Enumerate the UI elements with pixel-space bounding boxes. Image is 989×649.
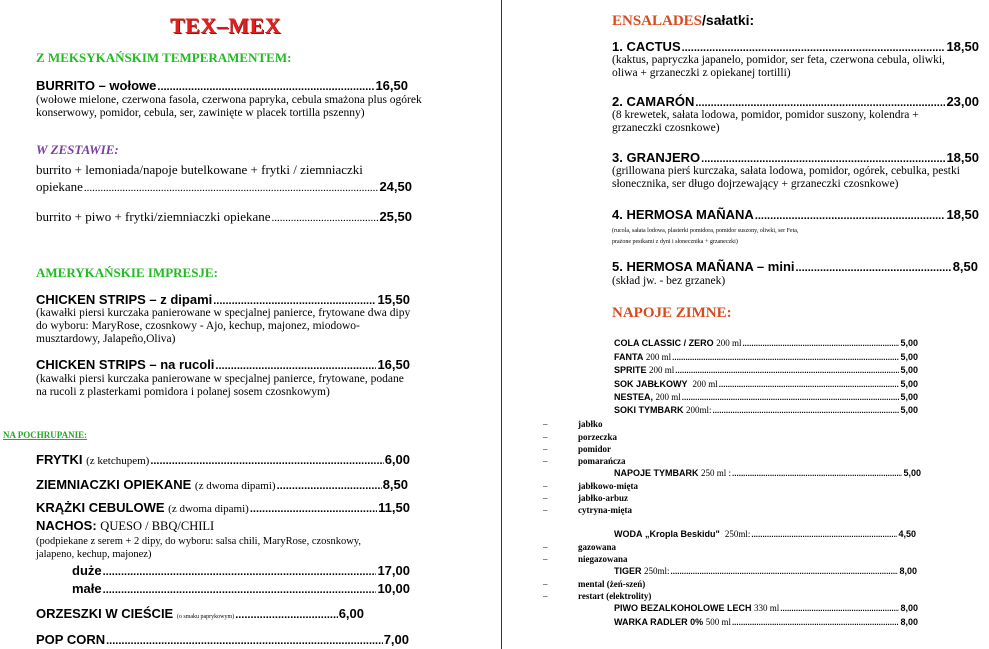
item-price: 18,50 [946,207,979,222]
item-desc-line1: (rucola, sałata lodowa, plasterki pomidora, pomidor suszony, oliwki, ser Feta, [612,228,799,234]
set2-line: burrito + piwo + frytki/ziemniaczki opiekane ..... 25,50 [36,209,412,225]
drinks-heading: NAPOJE ZIMNE: [612,305,732,321]
list-dash: – [543,493,548,503]
salad-hermosa-mini [612,259,978,274]
list-dash: – [543,579,548,589]
list-item: gazowana [578,542,616,552]
item-desc: (wołowe mielone, czerwona fasola, czerwona papryka, cebula smażona plus ogórek konserwowy, pomidor, cebula, ser, zawinięte w placek tortilla pszenny) [36,94,422,119]
list-dash: – [543,591,548,601]
item-price: 11,50 [378,500,410,515]
item-name: POP CORN [36,632,106,647]
nachos-small: małe ..... 10,00 [72,581,410,596]
drink-sok-jablkowy: SOK JABŁKOWY 200 ml ..... 5,00 [614,379,918,389]
item-name: KRĄŻKI CEBULOWE [36,500,165,515]
item-price: 15,50 [377,292,410,307]
item-desc: (kawałki piersi kurczaka panierowane w specjalnej panierce, frytowane dwa dipy do wyboru: MaryRose, czosnkowy - Ajo, kechup, majonez, miodowo-musztardowy, Jalapeño,Oliva) [36,307,411,345]
item-desc: (podpiekane z serem + 2 dipy, do wyboru: salsa chili, MaryRose, czosnkowy, jalapeno, kechup, majonez) [36,536,362,560]
item-price: 7,00 [383,632,409,647]
menu-item-nachos [36,518,214,534]
drink-cola: COLA CLASSIC / ZERO 200 ml ..... 5,00 [614,338,918,348]
menu-item-burrito [36,78,408,93]
drink-tiger: TIGER 250ml: ..... 8,00 [614,566,917,576]
item-name: CHICKEN STRIPS – na rucoli [36,357,215,372]
list-item: cytryna-mięta [578,505,632,515]
page-title: TEX–MEX [170,13,282,38]
item-price: 6,00 [384,452,410,467]
item-price: 17,00 [377,563,410,578]
item-price: 16,50 [375,78,408,93]
item-price: 18,50 [946,150,979,165]
menu-item-frytki: FRYTKI (z ketchupem) ..... 6,00 [36,452,410,467]
list-dash: – [543,554,548,564]
item-name: ZIEMNIACZKI OPIEKANE [36,477,192,492]
drink-woda: WODA „Kropla Beskidu" 250ml: ..... 4,50 [614,529,916,539]
menu-item-strips-rucola [36,357,410,372]
column-divider [501,0,502,649]
item-desc: (8 krewetek, sałata lodowa, pomidor, pomidor suszony, kolendra + grzaneczki czosnkowe) [612,109,919,134]
salad-hermosa [612,207,979,222]
item-price: 18,50 [946,39,979,54]
list-dash: – [543,456,548,466]
item-name: NACHOS: [36,518,97,533]
list-dash: – [543,542,548,552]
item-name: CHICKEN STRIPS – z dipami [36,292,213,307]
item-desc-line2: prażone pestkami z dyni i słonecznika + grzaneczki) [612,239,738,245]
item-price: 23,00 [946,94,979,109]
set1-line1: burrito + lemoniada/napoje butelkowane + frytki / ziemniaczki [36,162,363,177]
menu-item-krazki: KRĄŻKI CEBULOWE (z dwoma dipami) ..... 11,50 [36,500,410,515]
list-item: pomarańcza [578,456,626,466]
list-item: niegazowana [578,554,628,564]
item-price: 6,00 [338,606,364,621]
item-desc: (skład jw. - bez grzanek) [612,275,726,287]
drink-soki-tymbark: SOKI TYMBARK 200ml: ..... 5,00 [614,405,918,415]
set2-price: 25,50 [379,209,412,224]
item-name: BURRITO – wołowe [36,78,157,93]
set1-line2: opiekane ..... 24,50 [36,179,412,195]
menu-item-popcorn [36,632,409,647]
drink-fanta: FANTA 200 ml ..... 5,00 [614,352,918,362]
drink-radler: WARKA RADLER 0% 500 ml ..... 8,00 [614,617,918,627]
list-item: restart (elektrolity) [578,591,652,601]
menu-item-strips-dipami [36,292,410,307]
set1-price: 24,50 [379,179,412,194]
item-price: 10,00 [377,581,410,596]
menu-item-orzeszki: ORZESZKI W CIEŚCIE (o smaku paprykowym) ..... 6,00 [36,606,364,621]
item-name: 4. HERMOSA MAÑANA [612,207,754,222]
list-dash: – [543,419,548,429]
menu-item-ziemniaczki: ZIEMNIACZKI OPIEKANE (z dwoma dipami) ..... 8,50 [36,477,408,492]
item-price: 8,50 [952,259,978,274]
salad-cactus [612,39,979,54]
list-dash: – [543,432,548,442]
item-name: 5. HERMOSA MAÑANA – mini [612,259,795,274]
item-desc: (kawałki piersi kurczaka panierowane w specjalnej panierce, frytowane, podane na rucoli z plasterkami pomidora i polanej sosem czosnkowym) [36,373,404,398]
section-heading-temperament: Z MEKSYKAŃSKIM TEMPERAMENTEM: [36,50,292,65]
list-dash: – [543,444,548,454]
nachos-big: duże ..... 17,00 [72,563,410,578]
list-item: jabłko [578,419,603,429]
item-name: FRYTKI [36,452,83,467]
drink-sprite: SPRITE 200 ml ..... 5,00 [614,365,918,375]
section-heading-pochrupanie: NA POCHRUPANIE: [3,430,88,440]
drink-napoje-tymbark: NAPOJE TYMBARK 250 ml : ..... 5,00 [614,468,921,478]
section-heading-impresje: AMERYKAŃSKIE IMPRESJE: [36,265,218,280]
list-item: jabłkowo-mięta [578,481,638,491]
drink-nestea: NESTEA, 200 ml ..... 5,00 [614,392,918,402]
list-item: mental (żeń-szeń) [578,579,646,589]
drink-lech: PIWO BEZALKOHOLOWE LECH 330 ml ..... 8,00 [614,603,918,613]
list-item: pomidor [578,444,612,454]
item-desc: (grillowana pierś kurczaka, sałata lodowa, pomidor, ogórek, cebulka, pestki słonecznika, ser długo dojrzewający + grzaneczki czosnkowe) [612,165,960,190]
item-name: ORZESZKI W CIEŚCIE [36,606,174,621]
list-item: jabłko-arbuz [578,493,629,503]
item-name: 2. CAMARÓN [612,94,695,109]
salads-heading: ENSALADES/sałatki: [612,12,755,29]
list-dash: – [543,505,548,515]
nachos-variants: QUESO / BBQ/CHILI [100,519,215,533]
item-price: 8,50 [382,477,408,492]
list-item: porzeczka [578,432,617,442]
salad-camaron [612,94,979,109]
item-desc: (kaktus, papryczka japanelo, pomidor, ser feta, czerwona cebula, oliwki, oliwa + grzaneczki z opiekanej tortilli) [612,54,945,79]
item-price: 16,50 [377,357,410,372]
item-name: 3. GRANJERO [612,150,701,165]
set-heading: W ZESTAWIE: [36,142,119,157]
item-name: 1. CACTUS [612,39,681,54]
list-dash: – [543,481,548,491]
salad-granjero [612,150,979,165]
